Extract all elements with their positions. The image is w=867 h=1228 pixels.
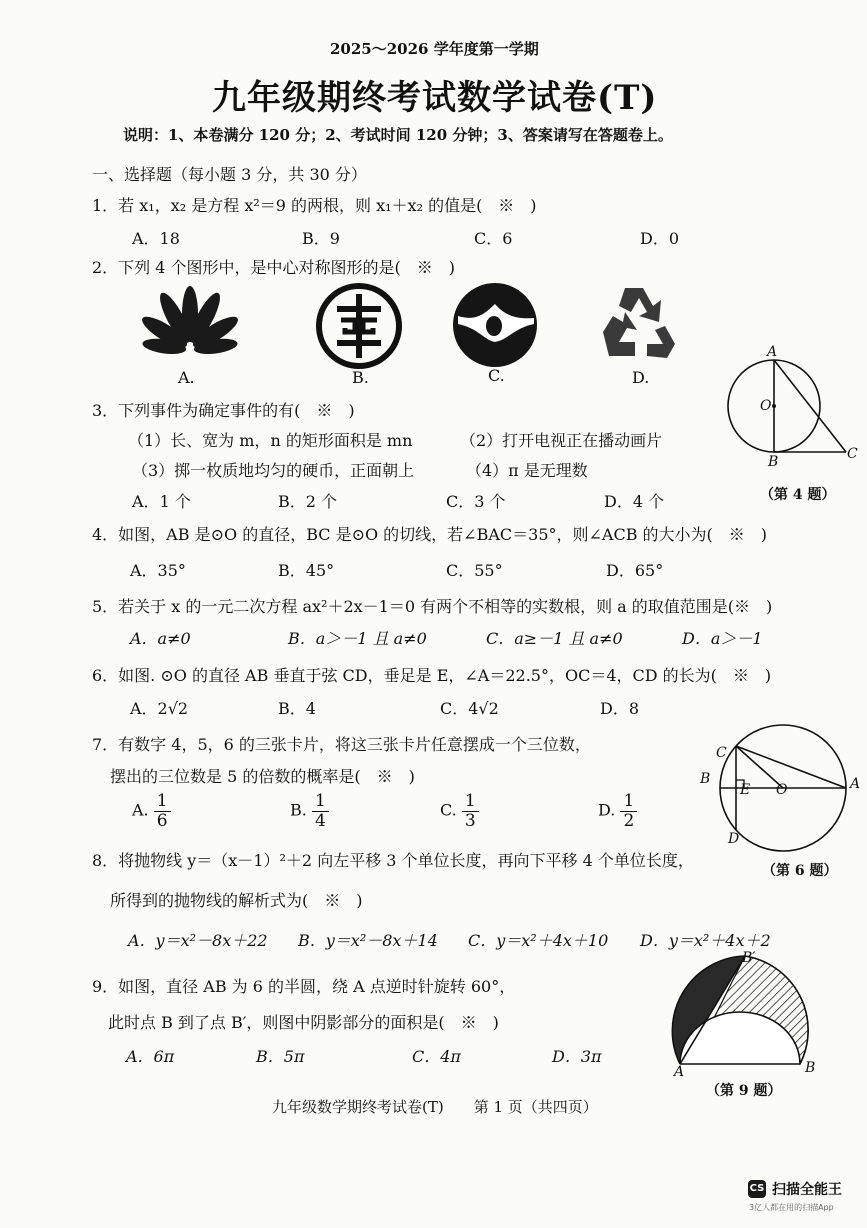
q7-option-a-letter: A. xyxy=(132,800,149,820)
q9-option-d: D．3π xyxy=(552,1047,602,1066)
q7-stem-line1: 7．有数字 4，5，6 的三张卡片，将这三张卡片任意摆成一个三位数， xyxy=(92,735,591,754)
q1-option-b: B．9 xyxy=(302,229,340,248)
q5-stem: 5．若关于 x 的一元二次方程 ax²＋2x－1＝0 有两个不相等的实数根，则 a 的取值范围是(※ ) xyxy=(92,597,773,616)
q7-option-d-fraction xyxy=(620,792,637,830)
q6-option-d: D．8 xyxy=(600,699,640,718)
q4-option-d: D．65° xyxy=(606,561,664,580)
q3-option-c: C．3 个 xyxy=(446,492,506,511)
q3-option-a: A．1 个 xyxy=(132,492,191,511)
q7-option-c xyxy=(440,792,479,830)
q8-stem-line2: 所得到的抛物线的解析式为( ※ ) xyxy=(110,891,363,910)
q7-b-numerator: 1 xyxy=(312,792,329,812)
q3-item-1: （1）长、宽为 m，n 的矩形面积是 mn xyxy=(128,431,413,450)
fig9-label-bprime: B′ xyxy=(742,950,756,966)
q7-c-numerator: 1 xyxy=(462,792,479,812)
fig9-caption: （第 9 题） xyxy=(706,1083,782,1099)
q8-option-a: A．y＝x²－8x＋22 xyxy=(128,931,268,950)
q3-option-b: B．2 个 xyxy=(278,492,338,511)
q7-option-a xyxy=(132,792,171,830)
fig4-caption: （第 4 题） xyxy=(760,487,836,503)
q5-option-a: A．a≠0 xyxy=(130,629,191,648)
q7-d-numerator: 1 xyxy=(620,792,637,812)
fig9-label-b: B xyxy=(805,1060,816,1076)
figure-d-recycle xyxy=(595,282,680,362)
scanner-logo-icon: CS xyxy=(748,1180,766,1198)
instructions: 说明：1、本卷满分 120 分；2、考试时间 120 分钟；3、答案请写在答题卷上。 xyxy=(123,126,673,144)
term-line: 2025～2026 学年度第一学期 xyxy=(330,40,539,58)
q4-option-b: B．45° xyxy=(278,561,335,580)
q7-option-b-letter: B. xyxy=(290,800,307,820)
q7-option-b-fraction xyxy=(312,792,329,830)
q3-option-d: D．4 个 xyxy=(604,492,665,511)
q4-stem: 4．如图，AB 是⊙O 的直径，BC 是⊙O 的切线，若∠BAC＝35°，则∠ACB 的大小为( ※ ) xyxy=(92,525,768,544)
figure-c-drop-logo xyxy=(450,282,540,368)
q7-c-denominator: 3 xyxy=(464,810,476,831)
q5-option-c: C．a≥－1 且 a≠0 xyxy=(486,629,623,648)
q7-a-numerator: 1 xyxy=(154,792,171,812)
fig6-caption: （第 6 题） xyxy=(762,863,838,879)
q7-option-a-fraction xyxy=(154,792,171,830)
q1-option-d: D．0 xyxy=(640,229,680,248)
q6-stem: 6．如图. ⊙O 的直径 AB 垂直于弦 CD，垂足是 E，∠A＝22.5°，OC＝4，CD 的长为( ※ ) xyxy=(92,666,772,685)
fig4-label-o: O xyxy=(760,398,772,414)
q7-option-d xyxy=(598,792,637,830)
fig6-label-d: D xyxy=(728,831,740,847)
figure-4-circle-tangent xyxy=(722,342,862,472)
q4-option-c: C．55° xyxy=(446,561,503,580)
q7-option-c-letter: C. xyxy=(440,800,457,820)
q2-option-d: D. xyxy=(632,368,650,387)
q7-a-denominator: 6 xyxy=(156,810,168,831)
q6-option-c: C．4√2 xyxy=(440,699,499,718)
figure-9-rotated-semicircle xyxy=(650,950,820,1075)
q3-item-2: （2）打开电视正在播动画片 xyxy=(460,431,663,450)
q5-option-b: B．a＞－1 且 a≠0 xyxy=(288,629,427,648)
q8-option-b: B．y＝x²－8x＋14 xyxy=(298,931,438,950)
q8-option-d: D．y＝x²＋4x＋2 xyxy=(640,931,771,950)
q9-stem-line1: 9．如图，直径 AB 为 6 的半圆，绕 A 点逆时针旋转 60°， xyxy=(92,977,516,996)
fig9-label-a: A xyxy=(674,1064,685,1080)
q7-d-denominator: 2 xyxy=(623,810,635,831)
fig6-label-e: E xyxy=(740,782,751,798)
fig6-label-c: C xyxy=(716,745,727,761)
page-title: 九年级期终考试数学试卷(T) xyxy=(212,78,658,118)
fig4-label-a: A xyxy=(767,344,778,360)
figure-a-petals xyxy=(138,284,243,364)
q3-item-3: （3）掷一枚质地均匀的硬币，正面朝上 xyxy=(132,461,415,480)
q4-option-a: A．35° xyxy=(130,561,186,580)
fig6-label-b: B xyxy=(700,771,711,787)
q8-option-c: C．y＝x²＋4x＋10 xyxy=(468,931,609,950)
q9-option-c: C．4π xyxy=(412,1047,461,1066)
q7-option-c-fraction xyxy=(462,792,479,830)
q9-option-b: B．5π xyxy=(256,1047,305,1066)
fig6-label-a: A xyxy=(850,776,861,792)
q2-option-b: B. xyxy=(352,368,369,387)
q2-option-c: C. xyxy=(488,366,505,385)
scanner-slogan: 3亿人都在用的扫描App xyxy=(749,1203,834,1212)
q6-option-a: A．2√2 xyxy=(130,699,189,718)
q2-option-a: A. xyxy=(178,368,195,387)
q7-option-d-letter: D. xyxy=(598,800,616,820)
q5-option-d: D．a＞－1 xyxy=(682,629,763,648)
q7-b-denominator: 4 xyxy=(314,810,326,831)
q9-option-a: A．6π xyxy=(126,1047,175,1066)
q1-option-c: C．6 xyxy=(474,229,513,248)
q1-option-a: A．18 xyxy=(132,229,180,248)
q6-option-b: B．4 xyxy=(278,699,316,718)
q7-option-b xyxy=(290,792,329,830)
q8-stem-line1: 8．将抛物线 y＝（x－1）²＋2 向左平移 3 个单位长度，再向下平移 4 个单位长度， xyxy=(92,851,694,870)
q7-stem-line2: 摆出的三位数是 5 的倍数的概率是( ※ ) xyxy=(110,767,415,786)
q9-stem-line2: 此时点 B 到了点 B′，则图中阴影部分的面积是( ※ ) xyxy=(108,1013,499,1032)
q3-item-4: （4）π 是无理数 xyxy=(466,461,588,480)
fig4-label-c: C xyxy=(847,446,858,462)
q1-stem: 1．若 x₁，x₂ 是方程 x²＝9 的两根，则 x₁＋x₂ 的值是( ※ ) xyxy=(92,196,537,215)
figure-b-bank-logo xyxy=(315,282,403,370)
scanner-brand: 扫描全能王 xyxy=(772,1182,842,1198)
fig6-label-o: O xyxy=(776,782,788,798)
fig4-label-b: B xyxy=(768,454,779,470)
q2-stem: 2．下列 4 个图形中，是中心对称图形的是( ※ ) xyxy=(92,258,456,277)
page-footer: 九年级数学期终考试卷(T) 第 1 页（共四页） xyxy=(272,1098,598,1116)
section-heading: 一、选择题（每小题 3 分，共 30 分） xyxy=(92,165,367,184)
q3-stem: 3．下列事件为确定事件的有( ※ ) xyxy=(92,401,355,420)
